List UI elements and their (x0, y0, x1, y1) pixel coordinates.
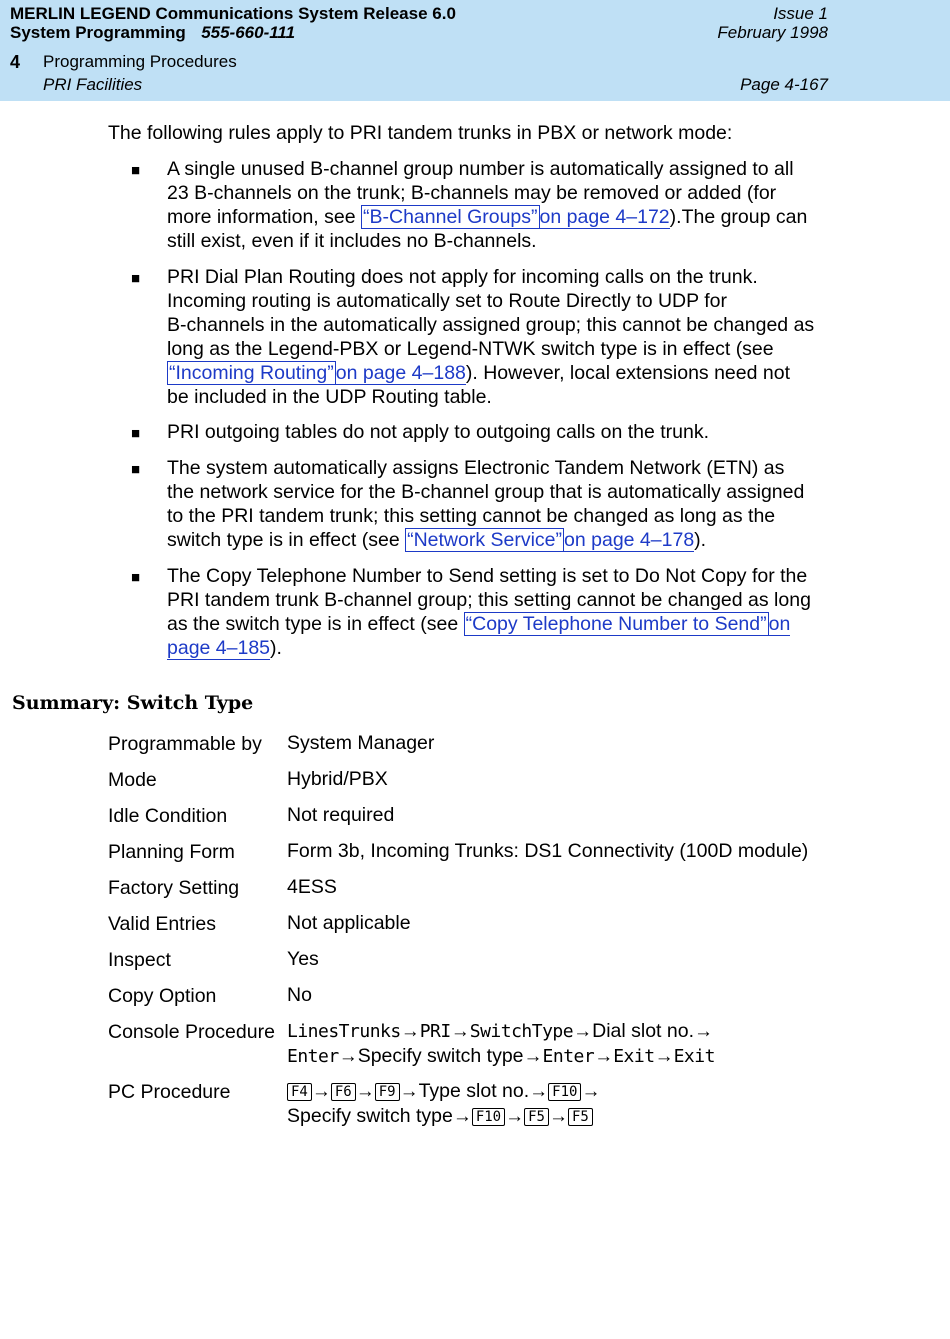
arrow-icon: → (338, 1046, 358, 1067)
issue-label: Issue 1 (773, 4, 828, 23)
summary-label: Console Procedure (108, 1021, 275, 1043)
arrow-icon: → (529, 1081, 549, 1102)
page-4-172-link[interactable]: on page 4–172 (539, 206, 670, 228)
summary-value: Form 3b, Incoming Trunks: DS1 Connectivity (100D module) (287, 840, 809, 862)
rule-outgoing-tables: PRI outgoing tables do not apply to outgoing calls on the trunk. (167, 421, 710, 443)
arrow-icon: → (311, 1081, 331, 1102)
bullet-marker: ■ (131, 569, 141, 586)
summary-label: Planning Form (108, 841, 235, 863)
bullet-marker: ■ (131, 425, 141, 442)
bullet-marker: ■ (131, 270, 141, 287)
rule-b-channel-group: A single unused B-channel group number is automatically assigned to all 23 B-channels on the trunk; B-channels may be removed or added (for more information, see “B-Channel Groups” on page 4–172).The group can still exist, even if it includes no B-channels. (167, 158, 808, 252)
console-key: PRI (419, 1021, 451, 1042)
arrow-icon: → (452, 1106, 472, 1127)
issue-date: February 1998 (717, 23, 828, 42)
publication-title: MERLIN LEGEND Communications System Release 6.0 (10, 4, 456, 23)
pc-procedure: F4 → F6 → F9 →Type slot no.→ F10 → Specify switch type→ F10 → F5 → F5 (287, 1080, 601, 1127)
summary-label: Programmable by (108, 733, 262, 755)
page-header (0, 0, 950, 101)
copy-telephone-number-link[interactable]: “Copy Telephone Number to Send” (465, 613, 767, 635)
summary-label: PC Procedure (108, 1081, 231, 1103)
arrow-icon: → (594, 1046, 614, 1067)
summary-label: Valid Entries (108, 913, 217, 935)
intro-text: The following rules apply to PRI tandem trunks in PBX or network mode: (108, 122, 733, 144)
summary-value: Yes (287, 948, 319, 970)
console-key: SwitchType (469, 1021, 574, 1042)
rule-dial-plan-routing: PRI Dial Plan Routing does not apply for incoming calls on the trunk. Incoming routing is automatically set to Route Directly to UDP for B-channels in the automatically assigned group; this cannot be changed as long as the Legend-PBX or Legend-NTWK switch type is in effect (see “Incoming Routing” on page 4–188). However, local extensions need not be included in the UDP Routing table. (167, 266, 815, 408)
rule-copy-telephone-number: The Copy Telephone Number to Send setting is set to Do Not Copy for the PRI tandem trunk B-channel group; this setting cannot be changed as long as the switch type is in effect (see “Copy Telephone Number to Send” on page 4–185). (167, 565, 811, 659)
page-4-188-link[interactable]: on page 4–188 (335, 362, 466, 384)
rule-network-service: The system automatically assigns Electronic Tandem Network (ETN) as the network service for the B-channel group that is automatically assigned to the PRI tandem trunk; this setting cannot be changed as long as the switch type is in effect (see “Network Service” on page 4–178). (167, 457, 805, 551)
console-key: Enter (287, 1046, 339, 1067)
summary-label: Copy Option (108, 985, 217, 1007)
summary-value: Not required (287, 804, 395, 826)
function-key: F5 (568, 1108, 593, 1126)
function-key: F9 (375, 1083, 400, 1101)
summary-value: System Manager (287, 732, 435, 754)
console-key: LinesTrunks (287, 1021, 401, 1042)
page-4-178-link[interactable]: on page 4–178 (564, 529, 695, 551)
console-key: Exit (673, 1046, 715, 1067)
section-title: PRI Facilities (43, 75, 143, 94)
function-key: F10 (472, 1108, 505, 1126)
summary-value: Hybrid/PBX (287, 768, 388, 790)
function-key: F5 (524, 1108, 549, 1126)
incoming-routing-link[interactable]: “Incoming Routing” (169, 362, 334, 384)
console-procedure: LinesTrunks→PRI→SwitchType→Dial slot no.→ Enter→Specify switch type→Enter→Exit→Exit (287, 1020, 715, 1067)
summary-label: Mode (108, 769, 157, 791)
arrow-icon: → (573, 1021, 593, 1042)
network-service-link[interactable]: “Network Service” (407, 529, 563, 551)
on-link[interactable]: on (768, 613, 791, 635)
page-4-185-link[interactable]: page 4–185 (167, 637, 271, 659)
summary-value: 4ESS (287, 876, 337, 898)
function-key: F10 (548, 1083, 581, 1101)
bullet-marker: ■ (131, 461, 141, 478)
arrow-icon: → (654, 1046, 674, 1067)
arrow-icon: → (523, 1046, 543, 1067)
summary-value: Not applicable (287, 912, 411, 934)
console-key: Enter (542, 1046, 595, 1067)
summary-label: Factory Setting (108, 877, 240, 899)
summary-heading: Summary: Switch Type (12, 692, 254, 714)
arrow-icon: → (548, 1106, 568, 1127)
arrow-icon: → (450, 1021, 470, 1042)
b-channel-groups-link[interactable]: “B-Channel Groups” (363, 206, 538, 228)
bullet-marker: ■ (131, 162, 141, 179)
arrow-icon: → (355, 1081, 375, 1102)
page-number: Page 4-167 (740, 75, 828, 94)
chapter-number: 4 (10, 52, 21, 72)
publication-subtitle: System Programming 555-660-111 (10, 23, 296, 42)
console-key: Exit (613, 1046, 655, 1067)
summary-value: No (287, 984, 312, 1006)
chapter-title: Programming Procedures (43, 52, 237, 71)
summary-label: Idle Condition (108, 805, 228, 827)
arrow-icon: → (399, 1081, 419, 1102)
function-key: F4 (287, 1083, 312, 1101)
doc-number: 555-660-111 (201, 23, 296, 42)
function-key: F6 (331, 1083, 356, 1101)
arrow-icon: → (505, 1106, 525, 1127)
arrow-icon: → (400, 1021, 420, 1042)
arrow-icon: → (694, 1021, 713, 1042)
summary-label: Inspect (108, 949, 171, 971)
arrow-icon: → (581, 1081, 601, 1102)
